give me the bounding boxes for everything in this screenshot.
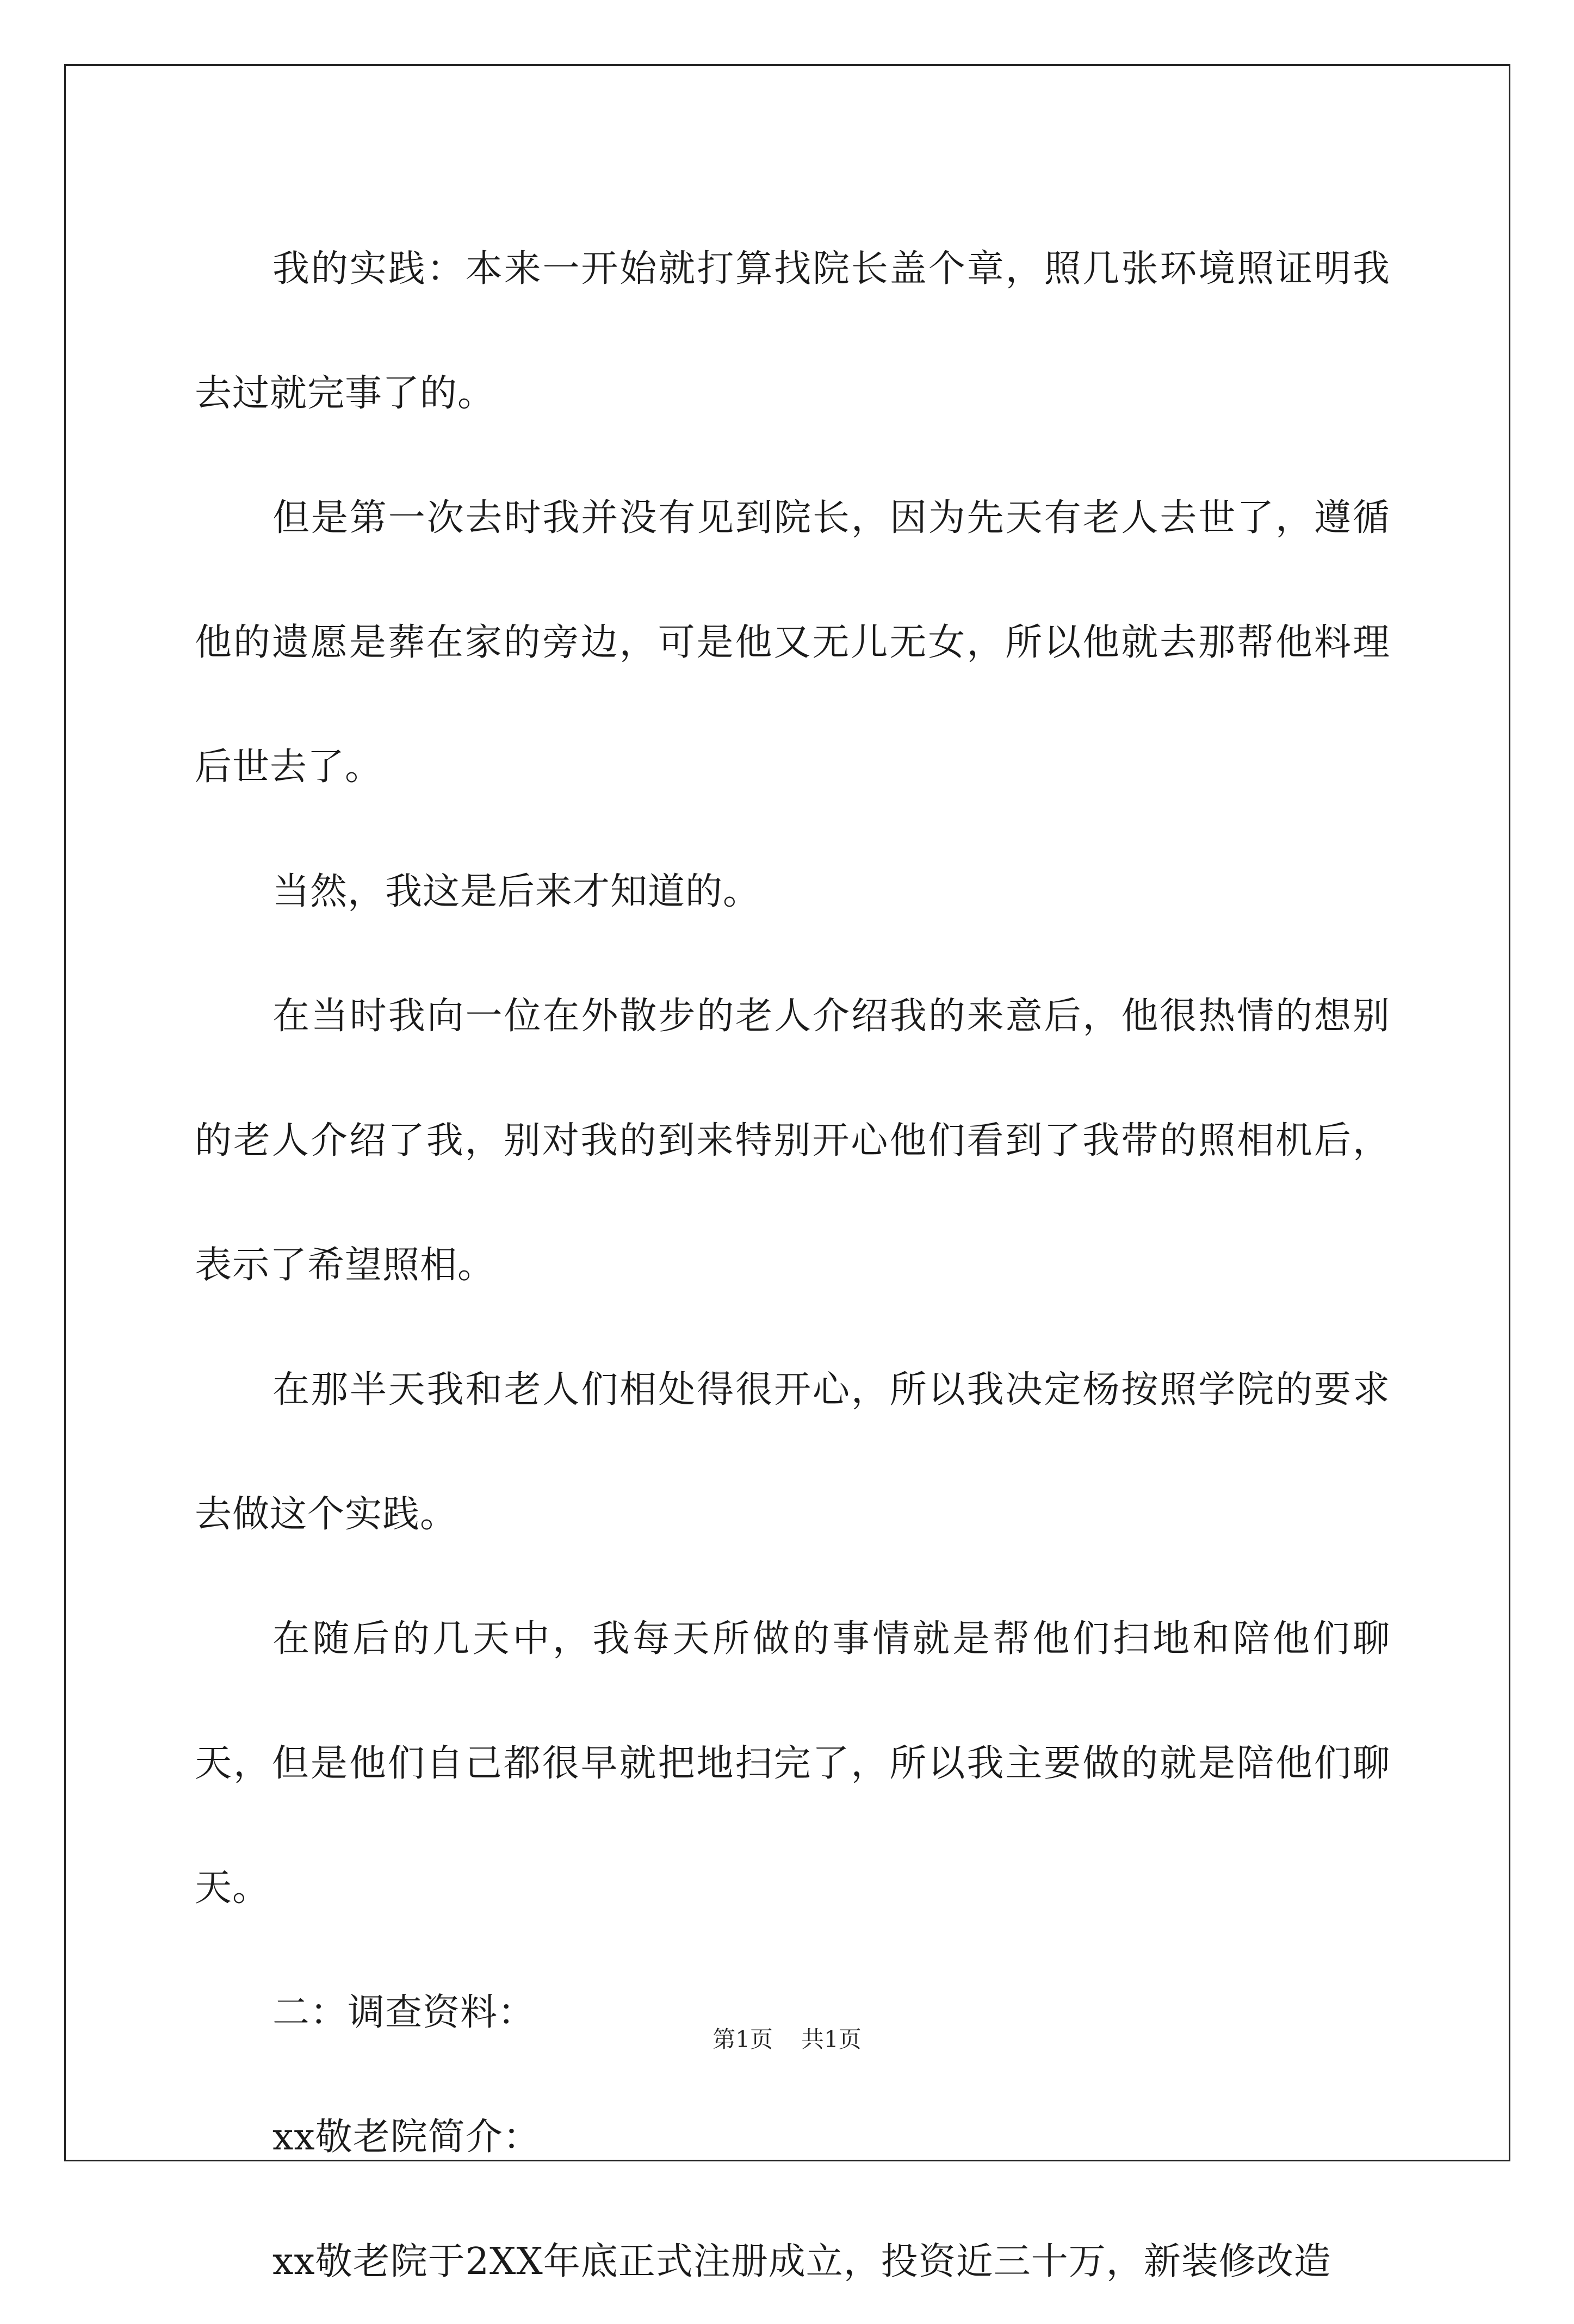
document-body bbox=[195, 207, 1390, 2324]
page-number: 第1页 bbox=[712, 2026, 773, 2053]
paragraph: 在当时我向一位在外散步的老人介绍我的来意后，他很热情的想别的老人介绍了我，别对我的到来特别开心他们看到了我带的照相机后，表示了希望照相。 bbox=[195, 995, 1390, 1287]
paragraph: 在随后的几天中，我每天所做的事情就是帮他们扫地和陪他们聊天，但是他们自己都很早就把地扫完了，所以我主要做的就是陪他们聊天。 bbox=[195, 1617, 1390, 1910]
paragraph: 在那半天我和老人们相处得很开心，所以我决定杨按照学院的要求去做这个实践。 bbox=[195, 1368, 1390, 1536]
section-heading: 二：调查资料： bbox=[272, 1991, 536, 2034]
paragraph: 但是第一次去时我并没有见到院长，因为先天有老人去世了，遵循他的遗愿是葬在家的旁边，可是他又无儿无女，所以他就去那帮他料理后世去了。 bbox=[195, 497, 1390, 789]
paragraph: 当然，我这是后来才知道的。 bbox=[272, 870, 761, 913]
page-footer bbox=[0, 2023, 1574, 2056]
paragraph: 我的实践：本来一开始就打算找院长盖个章，照几张环境照证明我去过就完事了的。 bbox=[195, 247, 1390, 415]
page-total: 共1页 bbox=[801, 2026, 862, 2053]
paragraph: xx敬老院于2XX年底正式注册成立，投资近三十万，新装修改造 bbox=[272, 2240, 1331, 2283]
subsection-heading: xx敬老院简介： bbox=[272, 2116, 541, 2159]
